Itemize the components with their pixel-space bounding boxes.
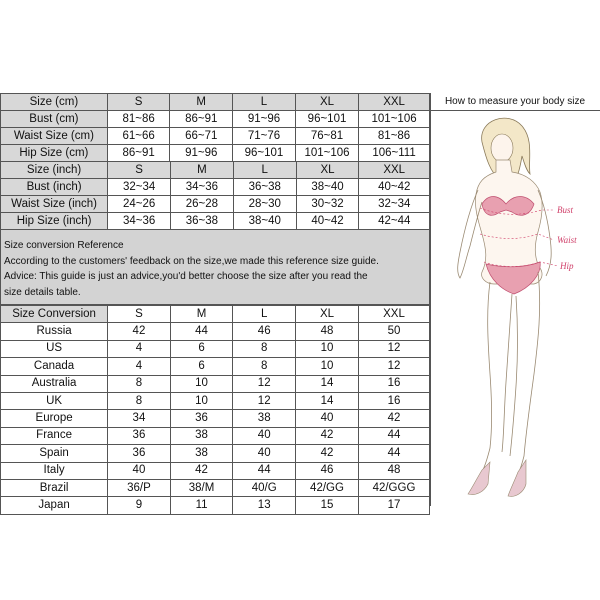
value-cell: M [170, 306, 233, 323]
value-cell: 26~28 [171, 196, 234, 213]
row-label-cell: Brazil [1, 479, 108, 496]
value-cell: 12 [358, 358, 429, 375]
bust-label: Bust [557, 205, 574, 215]
value-cell: 42~44 [359, 213, 430, 230]
value-cell: 38~40 [296, 179, 359, 196]
row-label-cell: Russia [1, 323, 108, 340]
value-cell: 32~34 [108, 179, 171, 196]
value-cell: 16 [358, 392, 429, 409]
value-cell: 36 [108, 445, 171, 462]
value-cell: 24~26 [108, 196, 171, 213]
measure-title: How to measure your body size [430, 94, 600, 111]
value-cell: 17 [358, 497, 429, 514]
value-cell: 71~76 [233, 128, 296, 145]
value-cell: 50 [358, 323, 429, 340]
value-cell: 101~106 [295, 145, 358, 162]
value-cell: 44 [233, 462, 296, 479]
value-cell: 42 [296, 427, 359, 444]
panty-shape [486, 262, 540, 294]
table-row [1, 410, 430, 427]
face-shape [491, 134, 513, 162]
table-row [1, 375, 430, 392]
table-row [1, 427, 430, 444]
row-label-cell: Bust (cm) [1, 111, 108, 128]
value-cell: 36~38 [233, 179, 296, 196]
table-row [1, 213, 430, 230]
value-cell: L [233, 162, 296, 179]
row-label-cell: Size (cm) [1, 94, 108, 111]
value-cell: 40~42 [296, 213, 359, 230]
row-label-cell: Hip Size (cm) [1, 145, 108, 162]
row-label-cell: Italy [1, 462, 108, 479]
table-row [1, 128, 430, 145]
value-cell: 76~81 [295, 128, 358, 145]
row-label-cell: Hip Size (inch) [1, 213, 108, 230]
table-row [1, 479, 430, 496]
row-label-cell: US [1, 340, 108, 357]
right-leg-inner [510, 296, 518, 456]
table-header-row [1, 94, 430, 111]
left-shoe [468, 462, 490, 495]
table-header-row [1, 162, 430, 179]
value-cell: 8 [108, 375, 171, 392]
value-cell: 14 [296, 375, 359, 392]
table-row [1, 179, 430, 196]
size-conversion-table [0, 305, 430, 515]
right-leg [518, 272, 540, 474]
value-cell: 36/P [108, 479, 171, 496]
value-cell: 38 [170, 445, 233, 462]
value-cell: 44 [358, 427, 429, 444]
value-cell: 40 [296, 410, 359, 427]
value-cell: 6 [170, 358, 233, 375]
value-cell: 40/G [233, 479, 296, 496]
inch-size-table [0, 161, 430, 230]
value-cell: 9 [108, 497, 171, 514]
table-header-row [1, 306, 430, 323]
value-cell: 48 [296, 323, 359, 340]
hip-label: Hip [560, 261, 574, 271]
value-cell: 34 [108, 410, 171, 427]
value-cell: S [107, 94, 170, 111]
value-cell: 40~42 [359, 179, 430, 196]
row-label-cell: Canada [1, 358, 108, 375]
value-cell: 11 [170, 497, 233, 514]
value-cell: 96~101 [295, 111, 358, 128]
value-cell: 16 [358, 375, 429, 392]
left-leg-inner [502, 294, 512, 452]
row-label-cell: Spain [1, 445, 108, 462]
cm-size-table [0, 93, 430, 162]
value-cell: 44 [358, 445, 429, 462]
value-cell: 4 [108, 358, 171, 375]
value-cell: 4 [108, 340, 171, 357]
value-cell: 42 [296, 445, 359, 462]
value-cell: 14 [296, 392, 359, 409]
waist-label: Waist [557, 235, 577, 245]
reference-text-2: Advice: This guide is just an advice,you'd better choose the size after you read the [4, 271, 368, 282]
left-leg [482, 282, 492, 472]
value-cell: XXL [359, 94, 430, 111]
row-label-cell: Waist Size (cm) [1, 128, 108, 145]
value-cell: 42/GG [296, 479, 359, 496]
value-cell: L [233, 94, 296, 111]
table-row [1, 323, 430, 340]
value-cell: 8 [233, 340, 296, 357]
value-cell: 40 [233, 427, 296, 444]
table-row [1, 340, 430, 357]
value-cell: 38/M [170, 479, 233, 496]
table-row [1, 196, 430, 213]
value-cell: 40 [233, 445, 296, 462]
value-cell: M [171, 162, 234, 179]
value-cell: 36 [108, 427, 171, 444]
table-row [1, 145, 430, 162]
row-label-cell: UK [1, 392, 108, 409]
value-cell: XL [296, 162, 359, 179]
value-cell: 8 [108, 392, 171, 409]
row-label-cell: Size Conversion [1, 306, 108, 323]
value-cell: XXL [358, 306, 429, 323]
value-cell: 38 [233, 410, 296, 427]
value-cell: XL [295, 94, 358, 111]
row-label-cell: France [1, 427, 108, 444]
value-cell: 10 [296, 340, 359, 357]
row-label-cell: Waist Size (inch) [1, 196, 108, 213]
value-cell: 8 [233, 358, 296, 375]
value-cell: 96~101 [233, 145, 296, 162]
value-cell: 81~86 [107, 111, 170, 128]
value-cell: 40 [108, 462, 171, 479]
value-cell: 86~91 [107, 145, 170, 162]
value-cell: 34~36 [108, 213, 171, 230]
table-row [1, 392, 430, 409]
value-cell: 44 [170, 323, 233, 340]
value-cell: 10 [170, 375, 233, 392]
value-cell: L [233, 306, 296, 323]
table-row [1, 462, 430, 479]
size-reference-note [0, 229, 430, 305]
value-cell: 28~30 [233, 196, 296, 213]
row-label-cell: Bust (inch) [1, 179, 108, 196]
value-cell: 106~111 [359, 145, 430, 162]
value-cell: 6 [170, 340, 233, 357]
reference-heading: Size conversion Reference [4, 240, 124, 251]
row-label-cell: Japan [1, 497, 108, 514]
value-cell: 36~38 [171, 213, 234, 230]
table-row [1, 111, 430, 128]
right-shoe [508, 460, 526, 496]
value-cell: 32~34 [359, 196, 430, 213]
value-cell: 12 [233, 392, 296, 409]
table-row [1, 358, 430, 375]
value-cell: 36 [170, 410, 233, 427]
table-row [1, 497, 430, 514]
table-row [1, 445, 430, 462]
value-cell: 42 [358, 410, 429, 427]
value-cell: 15 [296, 497, 359, 514]
value-cell: M [170, 94, 233, 111]
value-cell: 66~71 [170, 128, 233, 145]
row-label-cell: Size (inch) [1, 162, 108, 179]
value-cell: 86~91 [170, 111, 233, 128]
value-cell: 12 [233, 375, 296, 392]
value-cell: 61~66 [107, 128, 170, 145]
value-cell: 42 [170, 462, 233, 479]
value-cell: 91~96 [170, 145, 233, 162]
value-cell: 34~36 [171, 179, 234, 196]
value-cell: S [108, 162, 171, 179]
value-cell: S [108, 306, 171, 323]
body-measure-illustration [430, 112, 600, 502]
value-cell: 48 [358, 462, 429, 479]
value-cell: 42/GGG [358, 479, 429, 496]
row-label-cell: Australia [1, 375, 108, 392]
value-cell: XXL [359, 162, 430, 179]
row-label-cell: Europe [1, 410, 108, 427]
value-cell: 38 [170, 427, 233, 444]
reference-text-3: size details table. [4, 286, 81, 298]
value-cell: 10 [170, 392, 233, 409]
value-cell: 13 [233, 497, 296, 514]
value-cell: 46 [296, 462, 359, 479]
value-cell: 30~32 [296, 196, 359, 213]
value-cell: 42 [108, 323, 171, 340]
value-cell: 91~96 [233, 111, 296, 128]
value-cell: 81~86 [359, 128, 430, 145]
reference-text-1: According to the customers' feedback on the size,we made this reference size guide. [4, 255, 379, 267]
value-cell: 101~106 [359, 111, 430, 128]
value-cell: 38~40 [233, 213, 296, 230]
value-cell: 10 [296, 358, 359, 375]
value-cell: XL [296, 306, 359, 323]
value-cell: 46 [233, 323, 296, 340]
value-cell: 12 [358, 340, 429, 357]
